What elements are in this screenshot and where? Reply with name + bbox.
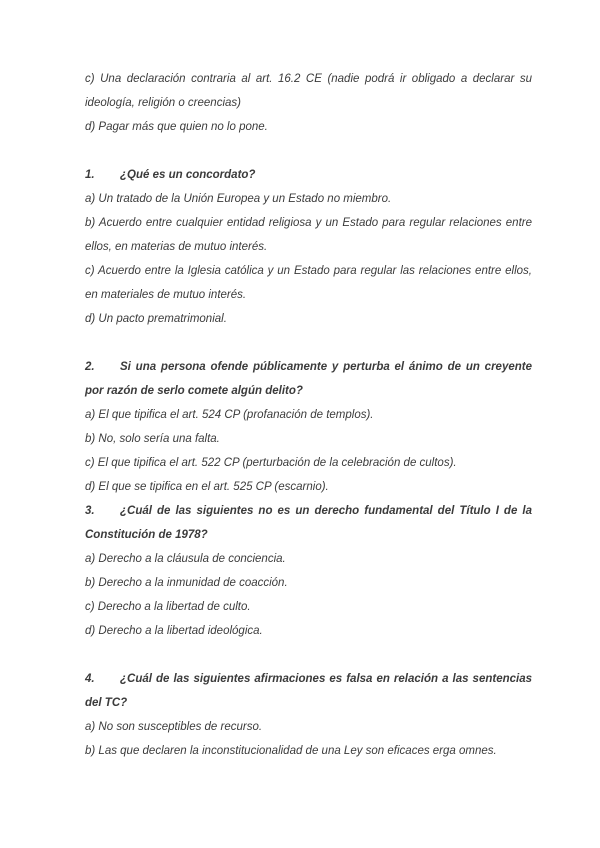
blank-line — [85, 643, 532, 667]
answer-option-b: b) Las que declaren la inconstitucionalidad de una Ley son eficaces erga omnes. — [85, 745, 497, 757]
question-block-2 — [85, 355, 532, 499]
question-text: ¿Cuál de las siguientes no es un derecho fundamental del Título I de la Constitución de 1978? — [85, 505, 532, 541]
question-number: 2. — [85, 361, 95, 373]
answer-option-a: a) Derecho a la cláusula de conciencia. — [85, 553, 286, 565]
answer-option-d-carryover: d) Pagar más que quien no lo pone. — [85, 121, 268, 133]
question-heading — [85, 499, 532, 547]
question-text: ¿Qué es un concordato? — [120, 169, 256, 181]
question-number: 4. — [85, 673, 95, 685]
question-block-4 — [85, 667, 532, 763]
answer-option-c: c) El que tipifica el art. 522 CP (perturbación de la celebración de cultos). — [85, 457, 457, 469]
answer-option-c: c) Derecho a la libertad de culto. — [85, 601, 251, 613]
answer-option-d: d) Derecho a la libertad ideológica. — [85, 625, 263, 637]
answer-option-a: a) No son susceptibles de recurso. — [85, 721, 263, 733]
answer-option-c-carryover: c) Una declaración contraria al art. 16.2 CE (nadie podrá ir obligado a declarar su ideología, religión o creencias) — [85, 73, 532, 109]
question-heading — [85, 355, 532, 403]
question-number: 3. — [85, 505, 95, 517]
question-number: 1. — [85, 169, 95, 181]
answer-option-c: c) Acuerdo entre la Iglesia católica y un Estado para regular las relaciones entre ellos, en materiales de mutuo interés. — [85, 265, 532, 301]
question-heading — [85, 163, 532, 187]
blank-line — [85, 139, 532, 163]
answer-option-a: a) El que tipifica el art. 524 CP (profanación de templos). — [85, 409, 374, 421]
answer-option-d: d) El que se tipifica en el art. 525 CP (escarnio). — [85, 481, 329, 493]
question-text: Si una persona ofende públicamente y perturba el ánimo de un creyente por razón de serlo comete algún delito? — [85, 361, 532, 397]
question-block-3 — [85, 499, 532, 643]
question-heading — [85, 667, 532, 715]
answer-option-a: a) Un tratado de la Unión Europea y un Estado no miembro. — [85, 193, 392, 205]
answer-option-d: d) Un pacto prematrimonial. — [85, 313, 227, 325]
question-text: ¿Cuál de las siguientes afirmaciones es falsa en relación a las sentencias del TC? — [85, 673, 532, 709]
answer-option-b: b) Acuerdo entre cualquier entidad religiosa y un Estado para regular relaciones entre ellos, en materias de mutuo interés. — [85, 217, 532, 253]
blank-line — [85, 331, 532, 355]
answer-option-b: b) No, solo sería una falta. — [85, 433, 220, 445]
answer-option-b: b) Derecho a la inmunidad de coacción. — [85, 577, 288, 589]
question-block-1 — [85, 163, 532, 331]
